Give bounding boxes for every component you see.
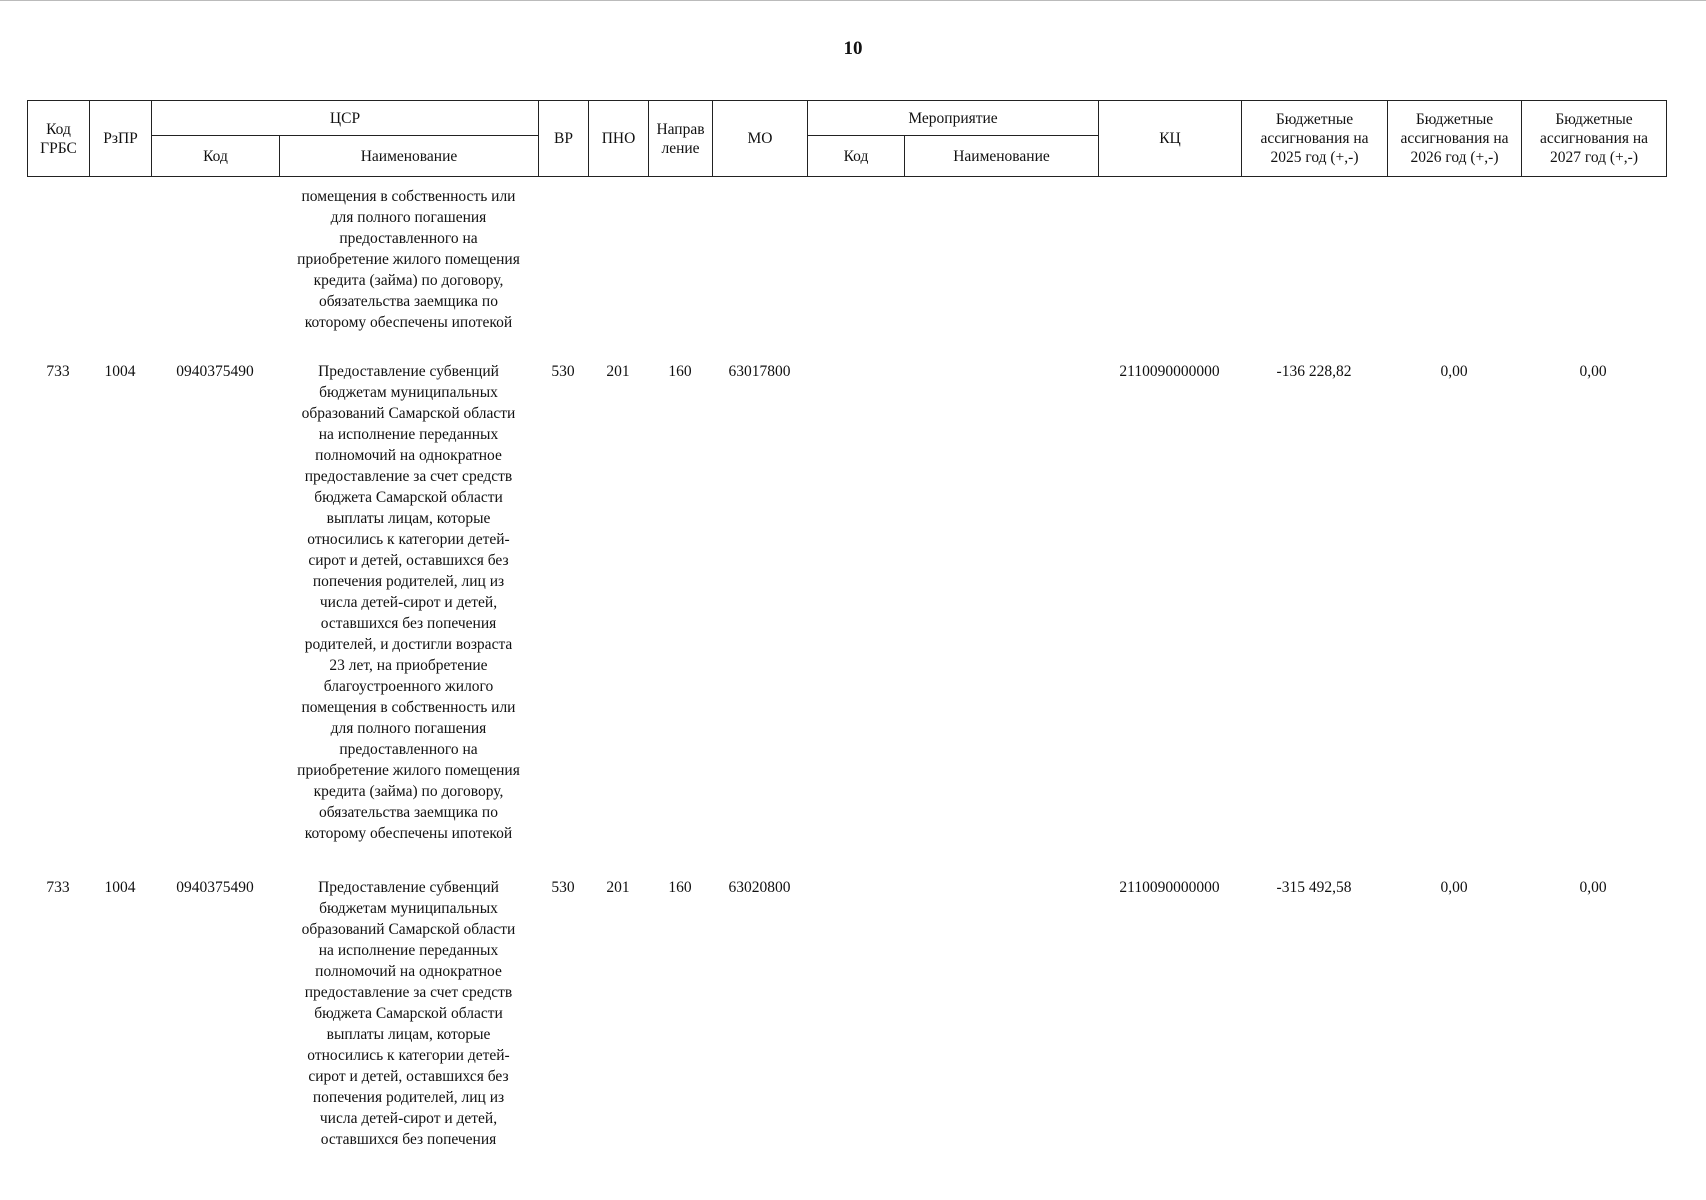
header-csr: ЦСР [152, 101, 539, 136]
row-grbs: 733 [46, 879, 70, 896]
row-b2026: 0,00 [1440, 363, 1468, 380]
header-b2025: Бюджетные ассигнования на 2025 год (+,-) [1242, 101, 1388, 176]
header-meropriyatie: Мероприятие [808, 101, 1099, 136]
row-rzpr: 1004 [104, 363, 136, 380]
header-mer-name: Наименование [905, 136, 1099, 176]
row-b2026: 0,00 [1440, 879, 1468, 896]
table-header [27, 100, 1667, 177]
row-mo: 63017800 [728, 363, 791, 380]
row-napr: 160 [668, 363, 692, 380]
row-grbs: 733 [46, 363, 70, 380]
row-b2027: 0,00 [1579, 363, 1607, 380]
row-name: помещения в собственность или для полного погашения предоставленного на приобретение жилого помещения кредита (займа) по договору, обязательства заемщика по которому обеспечены ипотекой [297, 188, 520, 331]
row-pno: 201 [606, 363, 630, 380]
row-name: Предоставление субвенций бюджетам муниципальных образований Самарской области на исполнение переданных полномочий на однократное предоставление за счет средств бюджета Самарской области выплаты лицам, которые относились к категории детей- сирот и детей, оставшихся без попечения родителей, лиц из числа детей-сирот и детей, оставшихся без попечения родителей, и достигли возраста 23 лет, на приобретение благоустроенного жилого помещения в собственность или для полного погашения предоставленного на приобретение жилого помещения кредита (займа) по договору, обязательства заемщика по которому обеспечены ипотекой [297, 363, 520, 842]
row-vr: 530 [551, 879, 575, 896]
row-b2025: -315 492,58 [1276, 879, 1352, 896]
row-b2027: 0,00 [1579, 879, 1607, 896]
header-kc: КЦ [1099, 101, 1242, 176]
row-kc: 2110090000000 [1119, 363, 1220, 380]
header-csr-name: Наименование [280, 136, 539, 176]
header-csr-kod: Код [152, 136, 280, 176]
row-rzpr: 1004 [104, 879, 136, 896]
header-b2026: Бюджетные ассигнования на 2026 год (+,-) [1388, 101, 1522, 176]
row-csr-code: 0940375490 [176, 879, 254, 896]
header-mer-kod: Код [808, 136, 905, 176]
row-mo: 63020800 [728, 879, 791, 896]
header-pno: ПНО [589, 101, 649, 176]
row-csr-code: 0940375490 [176, 363, 254, 380]
row-pno: 201 [606, 879, 630, 896]
row-napr: 160 [668, 879, 692, 896]
row-kc: 2110090000000 [1119, 879, 1220, 896]
row-name: Предоставление субвенций бюджетам муниципальных образований Самарской области на исполнение переданных полномочий на однократное предоставление за счет средств бюджета Самарской области выплаты лицам, которые относились к категории детей- сирот и детей, оставшихся без попечения родителей, лиц из числа детей-сирот и детей, оставшихся без попечения [301, 879, 516, 1148]
header-b2027: Бюджетные ассигнования на 2027 год (+,-) [1539, 111, 1649, 166]
header-rzpr: РзПР [90, 101, 152, 176]
header-mo: МО [713, 101, 808, 176]
scan-top-edge [0, 0, 1706, 1]
page-number: 10 [843, 38, 863, 59]
row-b2025: -136 228,82 [1276, 363, 1352, 380]
header-napr: Направ ление [649, 101, 713, 176]
header-kod-grbs: Код ГРБС [28, 101, 90, 176]
header-vr: ВР [539, 101, 589, 176]
row-vr: 530 [551, 363, 575, 380]
